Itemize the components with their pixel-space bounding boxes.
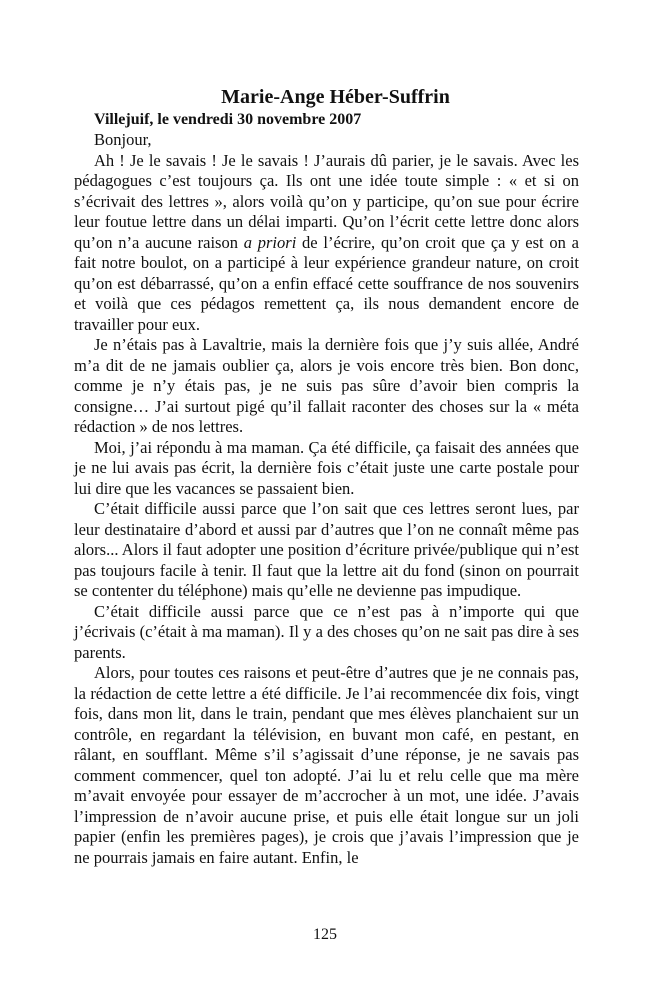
- place-date-line: Villejuif, le vendredi 30 novembre 2007: [94, 111, 362, 128]
- body-paragraph-6: Alors, pour toutes ces raisons et peut-être d’autres que je ne connais pas, la rédaction de cette lettre a été difficile. Je l’ai recommencée dix fois, vingt fois, dans mon lit, dans le train, pendant que mes élèves planchaient sur un contrôle, en regardant la télévision, en buvant mon café, en pestant, en râlant, en soufflant. Même s’il s’agissait d’une réponse, je ne savais pas comment commencer, quel ton adopté. J’ai lu et relu celle que ma mère m’avait envoyée pour essayer de m’accrocher à un mot, une idée. J’avais l’impression de n’avoir aucune prise, et puis elle était longue sur un joli papier (enfin les premières pages), je crois que j’avais l’impression que je ne pourrais jamais en faire autant. Enfin, le: [74, 663, 579, 867]
- paragraph-1-end-text: de l’écrire, qu’on croit que ça y est on a fait notre boulot, on a participé à leur expérience grandeur nature, on croit qu’on est débarrassé, qu’on a enfin effacé cette souffrance de nos souvenirs et voilà que ces pédagos remettent ça, ils nous demandent encore de travailler pour eux.: [74, 232, 579, 334]
- greeting-paragraph: Bonjour,: [94, 130, 152, 149]
- page-number: 125: [313, 926, 337, 943]
- body-paragraph-4: C’était difficile aussi parce que l’on sait que ces lettres seront lues, par leur destinataire d’abord et aussi par d’autres que l’on ne connaît même pas alors... Alors il faut adopter une position d’écriture privée/publique qui n’est pas toujours facile à tenir. Il faut que la lettre ait du fond (sinon on pourrait se contenter du téléphone) mais qu’elle ne devienne pas impudique.: [74, 499, 579, 600]
- page-content: [74, 84, 579, 868]
- body-paragraph-5: C’était difficile aussi parce que ce n’est pas à n’importe qui que j’écrivais (c’était à ma maman). Il y a des choses qu’on ne sait pas dire à ses parents.: [74, 601, 579, 662]
- author-title: Marie-Ange Héber-Suffrin: [221, 86, 450, 108]
- italic-a-priori: a priori: [243, 232, 297, 252]
- body-paragraph-3: Moi, j’ai répondu à ma maman. Ça été difficile, ça faisait des années que je ne lui avais pas écrit, la dernière fois c’était juste une carte postale pour lui dire que les vacances se passaient bien.: [74, 437, 579, 498]
- body-paragraph-1: [74, 151, 579, 336]
- body-paragraph-2: Je n’étais pas à Lavaltrie, mais la dernière fois que j’y suis allée, André m’a dit de ne jamais oublier ça, alors je vois encore très bien. Bon donc, comme je n’y étais pas, je ne suis pas sûre d’avoir bien compris la consigne… J’ai surtout pigé qu’il fallait raconter des choses sur la « méta rédaction » de nos lettres.: [74, 335, 579, 436]
- paragraph-1-text: Ah ! Je le savais ! Je le savais ! J’aurais dû parier, je le savais. Avec les pédagogues c’est toujours ça. Ils ont une idée toute simple : « et si on s’écrivait des lettres », alors voilà qu’on y participe, qu’on sue pour écrire leur foutue lettre dans un délai imparti. Qu’on l’écrit cette lettre donc alors qu’on n’a aucune raison: [74, 150, 579, 252]
